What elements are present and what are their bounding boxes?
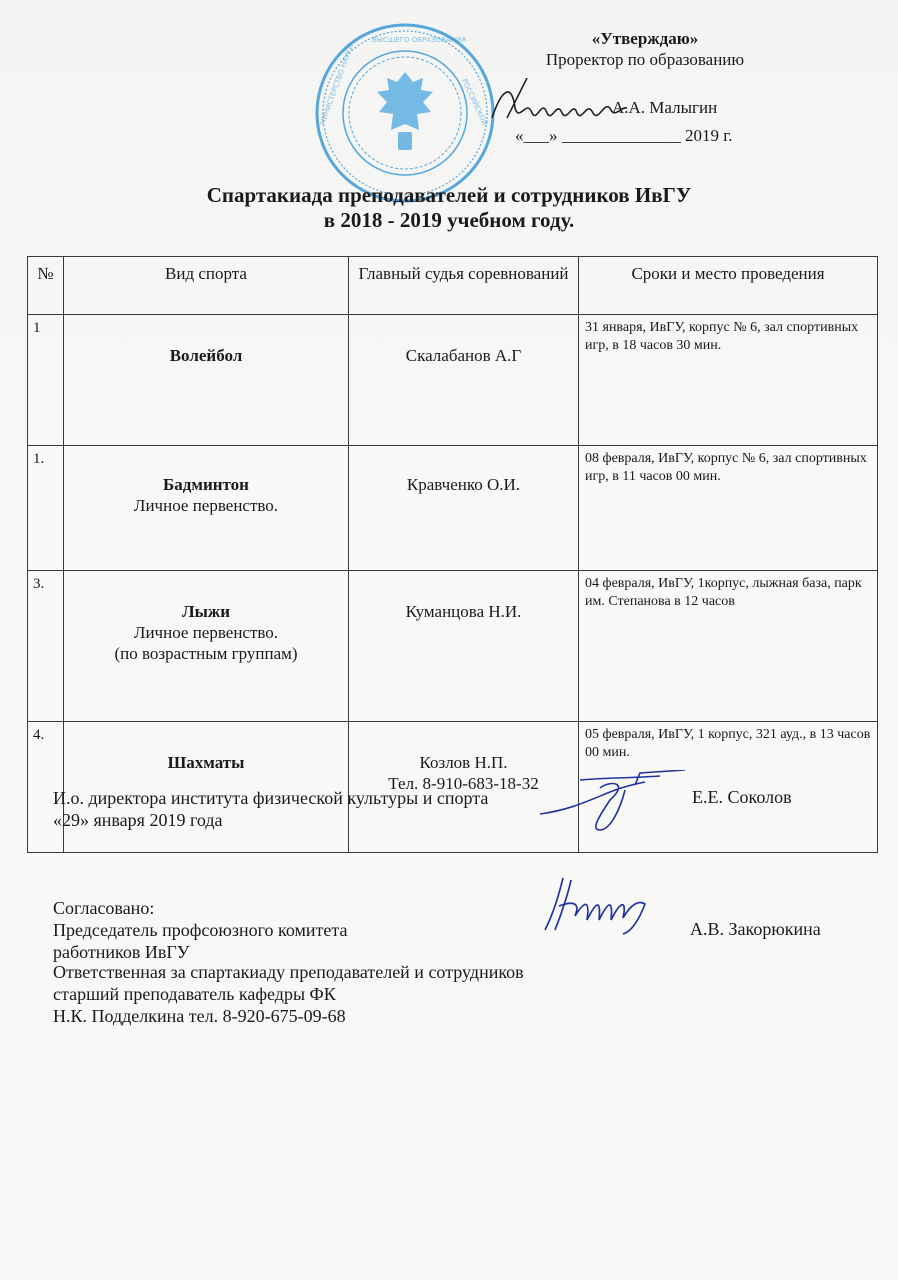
svg-text:МИНИСТЕРСТВО НАУКИ: МИНИСТЕРСТВО НАУКИ <box>318 42 356 127</box>
judge-name: Куманцова Н.И. <box>405 602 522 621</box>
row-number: 3. <box>28 571 64 722</box>
place-cell: 08 февраля, ИвГУ, корпус № 6, зал спортивных игр, в 11 часов 00 мин. <box>579 446 878 571</box>
header-num: № <box>28 257 64 315</box>
approval-name: А.А. Малыгин <box>612 98 718 117</box>
sport-cell <box>64 315 349 446</box>
agreed-label: Согласовано: <box>53 898 155 918</box>
judge-cell <box>349 446 579 571</box>
table-row <box>28 446 878 571</box>
title-line-2: в 2018 - 2019 учебном году. <box>323 208 575 232</box>
row-number: 4. <box>28 722 64 853</box>
judge-name: Козлов Н.П. <box>419 753 508 772</box>
header-judge: Главный судья соревнований <box>349 257 579 315</box>
judge-name: Скалабанов А.Г <box>405 346 522 365</box>
judge-cell <box>349 571 579 722</box>
sport-note: Личное первенство. <box>133 623 279 642</box>
judge-name: Кравченко О.И. <box>406 475 521 494</box>
table-row <box>28 315 878 446</box>
sport-note-2: (по возрастным группам) <box>114 644 298 663</box>
svg-text:ВЫСШЕГО ОБРАЗОВАНИЯ: ВЫСШЕГО ОБРАЗОВАНИЯ <box>372 36 467 44</box>
judge-cell <box>349 315 579 446</box>
responsible-line-2: старший преподаватель кафедры ФК <box>53 984 336 1004</box>
approval-block <box>480 28 810 145</box>
approval-date-line: «___» ______________ 2019 г. <box>515 126 733 145</box>
document-title <box>0 183 898 233</box>
sport-name: Лыжи <box>181 602 231 621</box>
director-date: «29» января 2019 года <box>53 810 223 830</box>
table-header-row <box>28 257 878 315</box>
union-position-1: Председатель профсоюзного комитета <box>53 920 348 940</box>
row-number: 1. <box>28 446 64 571</box>
director-name: Е.Е. Соколов <box>692 787 792 807</box>
sport-name: Бадминтон <box>163 475 249 494</box>
round-seal-stamp-icon <box>312 20 498 206</box>
director-block <box>53 787 488 831</box>
union-name: А.В. Закорюкина <box>690 919 821 939</box>
sport-cell <box>64 571 349 722</box>
sport-name: Волейбол <box>169 346 243 365</box>
sport-name: Шахматы <box>167 753 245 772</box>
signature-union-icon <box>535 870 675 940</box>
signature-director-icon <box>540 770 690 840</box>
place-cell: 31 января, ИвГУ, корпус № 6, зал спортивных игр, в 18 часов 30 мин. <box>579 315 878 446</box>
sport-cell <box>64 446 349 571</box>
header-place: Сроки и место проведения <box>579 257 878 315</box>
responsible-line-3: Н.К. Подделкина тел. 8-920-675-09-68 <box>53 1006 346 1026</box>
table-row <box>28 571 878 722</box>
union-position-2: работников ИвГУ <box>53 942 190 962</box>
responsible-line-1: Ответственная за спартакиаду преподавателей и сотрудников <box>53 962 524 982</box>
svg-text:РОССИЙСКОЙ: РОССИЙСКОЙ <box>460 77 489 127</box>
header-sport: Вид спорта <box>64 257 349 315</box>
place-cell: 04 февраля, ИвГУ, 1корпус, лыжная база, парк им. Степанова в 12 часов <box>579 571 878 722</box>
title-line-1: Спартакиада преподавателей и сотрудников ИвГУ <box>206 183 692 207</box>
place-cell: 05 февраля, ИвГУ, 1 корпус, 321 ауд., в 13 часов 00 мин. <box>579 722 878 853</box>
approval-position: Проректор по образованию <box>545 50 745 69</box>
approval-title: «Утверждаю» <box>591 29 699 48</box>
judge-phone: Тел. 8-910-683-18-32 <box>388 774 539 793</box>
events-table <box>27 256 878 853</box>
sport-note: Личное первенство. <box>133 496 279 515</box>
signature-prorector-icon <box>487 78 652 128</box>
union-block <box>53 897 347 963</box>
responsible-block <box>53 961 524 1027</box>
director-position: И.о. директора института физической культуры и спорта <box>53 788 489 808</box>
row-number: 1 <box>28 315 64 446</box>
